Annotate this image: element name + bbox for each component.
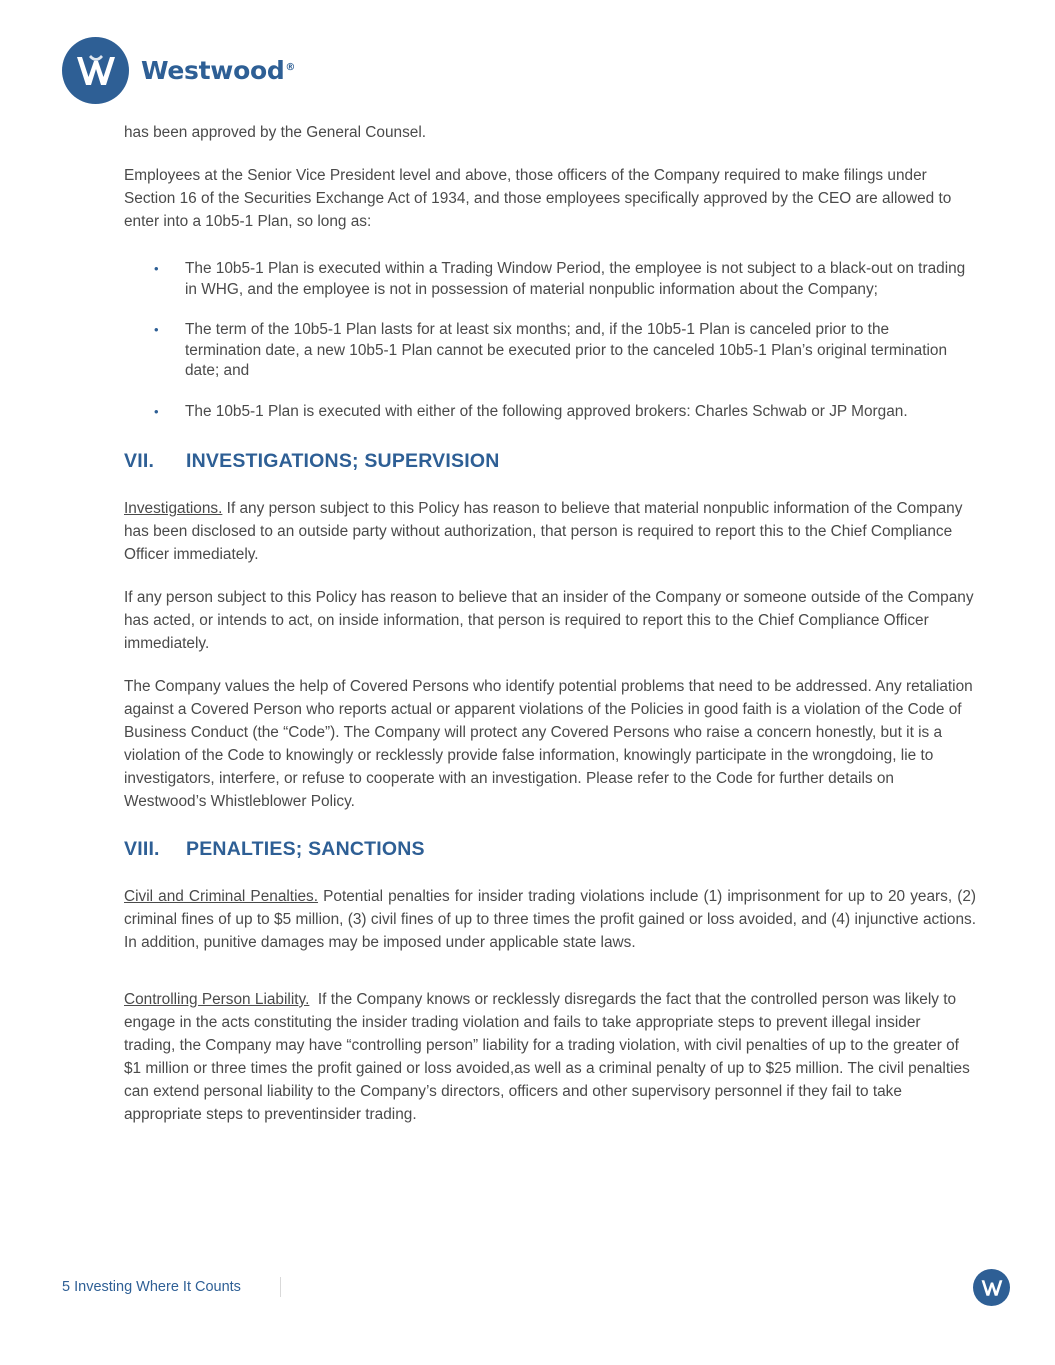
controlling-person-label: Controlling Person Liability. [124,991,310,1008]
footer-tagline: 5 Investing Where It Counts [62,1279,241,1295]
page-number: 5 [62,1279,71,1295]
paragraph-controlling-person-liability: Controlling Person Liability. If the Company knows or recklessly disregards the fact that the controlled person was likely to engage in the acts constituting the insider trading violation and fails to take appropriate steps to prevent illegal insider trading, the Company may have “controlling person” liability for a trading violation, with civil penalties of up to the greater of $1 million or three times the profit gained or loss avoided,as well as a criminal penalty of up to $25 million. The civil penalties can extend personal liability to the Company’s directors, officers and other supervisory personnel if they fail to take appropriate steps to preventinsider trading. [124,991,975,1123]
investigations-label: Investigations. [124,500,223,517]
section-heading-penalties: VIII. PENALTIES; SANCTIONS [124,838,425,860]
bullet-marker: • [154,322,159,337]
document-body [124,121,976,1126]
list-item: • The 10b5-1 Plan is executed with either of the following approved brokers: Charles Schwab or JP Morgan. [124,402,976,423]
footer-logo-icon [973,1269,1010,1306]
paragraph-civil-criminal-penalties: Civil and Criminal Penalties. Potential penalties for insider trading violations include (1) imprisonment for up to 20 years, (2) criminal fines of up to $5 million, (3) civil fines of up to three times the profit gained or loss avoided, and (4) injunctive actions. In addition, punitive damages may be imposed under applicable state laws. [124,888,977,951]
westwood-logo-icon [62,37,129,104]
plan-conditions-list [124,259,976,422]
registered-mark: ® [285,61,296,73]
list-item: • The term of the 10b5-1 Plan lasts for at least six months; and, if the 10b5-1 Plan is canceled prior to the termination date, a new 10b5-1 Plan cannot be executed prior to the canceled 10b5-1 Plan’s original termination date; and [154,321,948,379]
civil-penalties-label: Civil and Criminal Penalties. [124,888,319,905]
paragraph-investigations: Investigations. If any person subject to this Policy has reason to believe that material nonpublic information of the Company has been disclosed to an outside party without authorization, that person is required to report this to the Chief Compliance Officer immediately. [124,500,963,563]
paragraph-insider-reporting: If any person subject to this Policy has reason to believe that an insider of the Company or someone outside of the Company has acted, or intends to act, on inside information, that person is required to report this to the Chief Compliance Officer immediately. [124,589,974,652]
footer-divider [280,1277,281,1297]
paragraph-whistleblower: The Company values the help of Covered Persons who identify potential problems that need to be addressed. Any retaliation against a Covered Person who reports actual or apparent violations of the Policies in good faith is a violation of the Code of Business Conduct (the “Code”). The Company will protect any Covered Persons who raise a concern honestly, but it is a violation of the Code to knowingly or recklessly provide false information, knowingly participate in the wrongdoing, lie to investigators, interfere, or refuse to cooperate with an investigation. Please refer to the Code for further details on Westwood’s Whistleblower Policy. [124,678,973,810]
bullet-marker: • [154,403,159,419]
paragraph-employees: Employees at the Senior Vice President level and above, those officers of the Company required to make filings under Section 16 of the Securities Exchange Act of 1934, and those employees specifically approved by the CEO are allowed to enter into a 10b5-1 Plan, so long as: [124,167,952,230]
company-logo [62,37,295,104]
paragraph-intro-continued: has been approved by the General Counsel. [124,124,427,141]
brand-name: Westwood® [141,56,296,85]
bullet-marker: • [154,261,159,276]
list-item: • The 10b5-1 Plan is executed within a Trading Window Period, the employee is not subject to a black-out on trading in WHG, and the employee is not in possession of material nonpublic information about the Company; [154,260,966,298]
section-heading-investigations: VII. INVESTIGATIONS; SUPERVISION [124,450,500,472]
